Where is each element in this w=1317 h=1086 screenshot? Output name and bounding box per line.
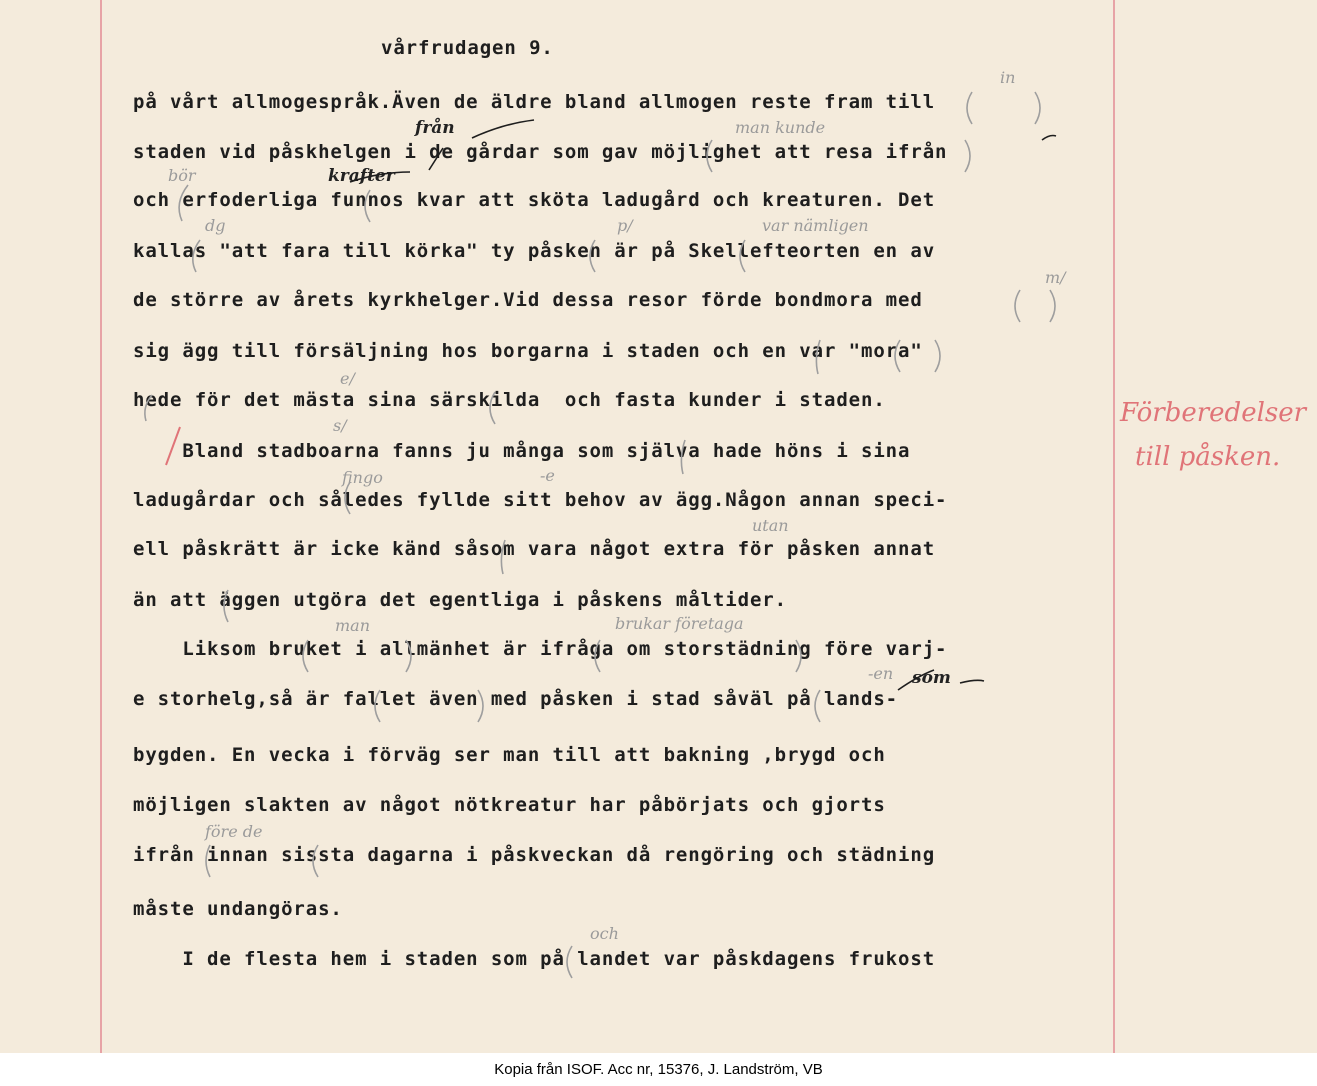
text-line: möjligen slakten av något nötkreatur har påbörjats och gjorts: [133, 794, 886, 816]
page-heading: vårfrudagen 9.: [381, 37, 554, 59]
annotation: -en: [868, 664, 894, 683]
annotation: från: [415, 118, 455, 138]
annotation: man kunde: [735, 118, 826, 137]
margin-note: Förberedelser: [1120, 398, 1307, 428]
annotation: före de: [205, 822, 263, 841]
text-line: hede för det mästa sina särskilda och fasta kunder i staden.: [133, 389, 886, 411]
text-line: sig ägg till försäljning hos borgarna i staden och en var "mora": [133, 340, 923, 362]
annotation: var nämligen: [762, 216, 869, 235]
text-line: än att äggen utgöra det egentliga i påskens måltider.: [133, 589, 787, 611]
text-line: ell påskrätt är icke känd såsom vara något extra för påsken annat: [133, 538, 936, 560]
credit-text: Kopia från ISOF. Acc nr, 15376, J. Landström, VB: [494, 1061, 823, 1078]
annotation: man: [335, 616, 371, 635]
annotation: dg: [205, 216, 226, 235]
annotation: e/: [340, 369, 355, 388]
text-line: ifrån innan sissta dagarna i påskveckan då rengöring och städning: [133, 844, 936, 866]
text-line: kallas "att fara till körka" ty påsken är på Skellefteorten en av: [133, 240, 936, 262]
text-line: ladugårdar och således fyllde sitt behov av ägg.Någon annan speci-: [133, 489, 948, 511]
annotation: som: [912, 668, 951, 688]
text-line: I de flesta hem i staden som på landet var påskdagens frukost: [133, 948, 936, 970]
text-line: staden vid påskhelgen i de gårdar som gav möjlighet att resa ifrån: [133, 141, 948, 163]
annotation: -e: [540, 466, 555, 485]
text-line: e storhelg,så är fallet även med påsken i stad såväl på lands-: [133, 688, 899, 710]
text-line: bygden. En vecka i förväg ser man till att bakning ,brygd och: [133, 744, 886, 766]
annotation: brukar företaga: [615, 614, 744, 633]
text-line: Liksom bruket i allmänhet är ifråga om storstädning före varj-: [133, 638, 948, 660]
annotation: utan: [752, 516, 789, 535]
annotation: bör: [168, 166, 196, 185]
annotation: och: [590, 924, 619, 943]
text-line: måste undangöras.: [133, 898, 343, 920]
annotation: krafter: [328, 166, 395, 186]
annotation: in: [1000, 68, 1016, 87]
annotation: p/: [617, 216, 633, 235]
archive-credit: [0, 1053, 1317, 1086]
text-line: de större av årets kyrkhelger.Vid dessa resor förde bondmora med: [133, 289, 923, 311]
text-line: på vårt allmogespråk.Även de äldre bland allmogen reste fram till: [133, 91, 936, 113]
annotation: s/: [333, 416, 347, 435]
annotation: fingo: [342, 468, 383, 487]
text-line: och erfoderliga funnos kvar att sköta ladugård och kreaturen. Det: [133, 189, 936, 211]
annotation: m/: [1045, 268, 1066, 287]
margin-note: till påsken.: [1135, 442, 1281, 472]
text-line: Bland stadboarna fanns ju många som själva hade höns i sina: [133, 440, 911, 462]
